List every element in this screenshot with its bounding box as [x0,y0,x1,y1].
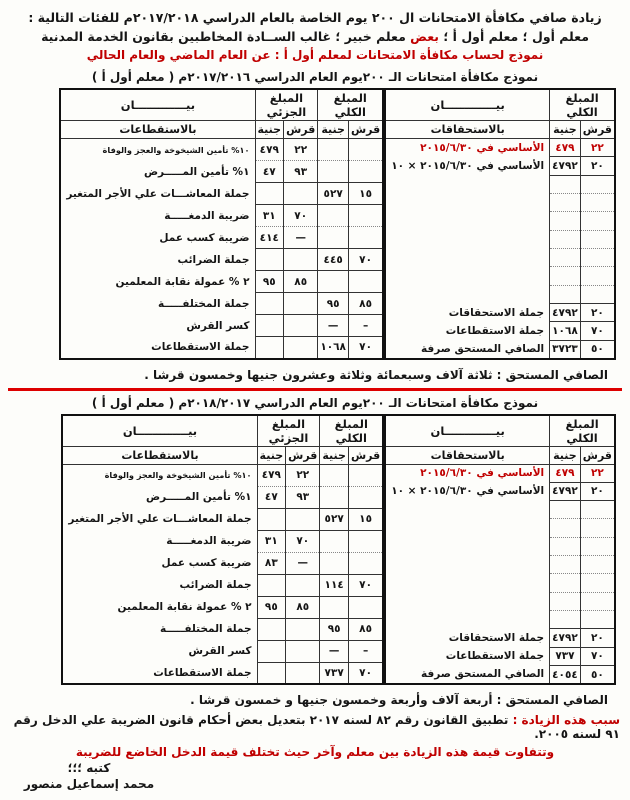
row-label: جملة الضرائب [60,249,255,271]
amount-cell [580,193,615,211]
amount-cell: ٤٧ [255,161,284,183]
amount-cell [257,574,286,596]
amount-cell: ٤٧ [257,486,286,508]
amount-cell [580,230,615,248]
row-label [385,611,549,629]
amount-cell [550,267,581,285]
amount-cell: — [320,640,349,662]
amount-cell [580,175,615,193]
pounds-header: جنية [255,121,284,139]
bonus-table-2016-2017 [62,88,616,360]
deductions-header: بالاستقطاعات [60,121,255,139]
amount-cell: ٧٠ [348,337,383,359]
piasters-header: قرش [580,446,615,464]
pounds-header: جنية [318,121,349,139]
row-label [385,592,549,610]
amount-cell [580,519,615,537]
amount-cell: ٤٧٩٢ [550,303,581,321]
amount-cell [318,227,349,249]
total-amount-header: المبلغ الكلي [550,415,615,447]
table-title-2016-2017: نموذج مكافأة امتحانات الـ ٢٠٠يوم العام الدراسي ٢٠١٧/٢٠١٦م ( معلم أول أ ) [91,70,539,84]
amount-cell: ٧٠ [286,530,320,552]
amount-cell [550,501,581,519]
amount-cell [286,618,320,640]
bayan-header: بيـــــــــــــان [385,415,549,447]
row-label: ١% تأمين المـــــرض [60,161,255,183]
amount-cell [348,486,383,508]
amount-cell: ٣١ [257,530,286,552]
amount-cell: ٩٣ [286,486,320,508]
amount-cell: ٤٧٩ [257,464,286,486]
amount-cell [255,337,284,359]
row-label [385,285,549,303]
partial-amount-header: المبلغ الجزئي [257,415,320,447]
amount-cell: ٣٧٢٣ [550,340,581,358]
amount-cell: ٧٠ [284,205,318,227]
total-amount-header: المبلغ الكلي [320,415,383,447]
amount-cell: ٤٠٥٤ [550,666,581,684]
amount-cell [580,212,615,230]
amount-cell: ٨٥ [286,596,320,618]
amount-cell [318,161,349,183]
deductions-table [59,88,384,360]
pounds-header: جنية [550,121,581,139]
page-title-text: زيادة صافي مكافأة الامتحانات ال ٢٠٠ يوم الخاصة بالعام الدراسي ٢٠١٧/٢٠١٨م للفئات التالية : [28,10,602,25]
amount-cell [580,537,615,555]
row-label [385,248,549,266]
amount-cell: ٤١٤ [255,227,284,249]
amount-cell [255,315,284,337]
row-label: كسر القرش [62,640,257,662]
row-label: ١٠% تأمين الشيخوخة والعجز والوفاة [62,464,257,486]
amount-cell [580,556,615,574]
deductions-table [61,414,384,686]
amount-cell [348,139,383,161]
amount-cell [550,519,581,537]
amount-cell: — [286,552,320,574]
signature-block [14,761,164,791]
amount-cell [580,592,615,610]
red-divider [8,388,622,391]
row-label [385,556,549,574]
amount-cell [255,183,284,205]
amount-cell [550,556,581,574]
amount-cell: ٨٥ [348,293,383,315]
net-due-words: أربعة آلاف وأربعة وخمسون جنيها و خمسون قرشا . [190,693,493,707]
amount-cell: ٥٢٧ [320,508,349,530]
amount-cell [580,611,615,629]
partial-amount-header: المبلغ الجزئي [255,89,318,121]
amount-cell: ٩٣ [284,161,318,183]
amount-cell: ١٠٦٨ [318,337,349,359]
net-due-line [0,368,608,382]
amount-cell: ٤٧٩ [255,139,284,161]
amount-cell [286,508,320,530]
entitlements-header: بالاستحقاقات [385,446,549,464]
amount-cell: ٨٣ [257,552,286,574]
amount-cell [284,249,318,271]
amount-cell [286,574,320,596]
amount-cell: ٩٥ [320,618,349,640]
exam-table-section-2016-2017 [0,70,630,382]
amount-cell: ٤٤٥ [318,249,349,271]
amount-cell: ٤٧٩٢ [550,629,581,647]
page-title [6,10,624,25]
row-label: جملة المختلفـــــة [60,293,255,315]
amount-cell [257,508,286,530]
row-label [385,537,549,555]
model-note: نموذج لحساب مكافأة الامتحانات لمعلم أول أ : عن العام الماضي والعام الحالي [86,48,544,62]
subtitle-red-word: بعض [410,29,439,44]
amount-cell: ٧٠ [348,574,383,596]
amount-cell: ١٥ [348,183,383,205]
amount-cell: ١٠٦٨ [550,322,581,340]
amount-cell [580,267,615,285]
piasters-header: قرش [286,446,320,464]
bonus-table-2017-2018 [62,414,616,686]
amount-cell [348,530,383,552]
amount-cell [550,193,581,211]
net-due-line [0,693,608,707]
amount-cell: ٨٥ [284,271,318,293]
amount-cell: ٢٢ [580,139,615,157]
amount-cell [284,315,318,337]
row-label: جملة المعاشـــات علي الأجر المتغير [60,183,255,205]
entitlements-header: بالاستحقاقات [385,121,549,139]
amount-cell: ٢٠ [580,303,615,321]
row-label: كسر القرش [60,315,255,337]
net-due-words: ثلاثة آلاف وسبعمائة وثلاثة وعشرون جنيها وخمسون قرشا . [144,367,493,382]
deductions-header: بالاستقطاعات [62,446,257,464]
amount-cell [580,501,615,519]
amount-cell [255,293,284,315]
amount-cell [255,249,284,271]
amount-cell: ٢٠ [580,629,615,647]
amount-cell: – [348,315,383,337]
piasters-header: قرش [348,121,383,139]
subtitle [6,29,624,44]
amount-cell [550,230,581,248]
amount-cell: ١٥ [348,508,383,530]
amount-cell: ٤٧٩ [550,139,581,157]
entitlements-table [384,414,616,686]
amount-cell: ٧٣٧ [320,662,349,684]
amount-cell: ٢٠ [580,482,615,500]
amount-cell [284,183,318,205]
row-label: ١٠% تأمين الشيخوخة والعجز والوفاة [60,139,255,161]
row-label: جملة الاستقطاعات [385,647,549,665]
row-label: جملة الاستقطاعات [385,322,549,340]
amount-cell: ٣١ [255,205,284,227]
amount-cell: ٥٢٧ [318,183,349,205]
amount-cell [320,486,349,508]
row-label: الأساسي في ٢٠١٥/٦/٣٠ [385,139,549,157]
amount-cell: ٩٥ [255,271,284,293]
amount-cell [550,611,581,629]
amount-cell [320,464,349,486]
entitlements-table [384,88,616,360]
row-label [385,175,549,193]
exam-table-section-2017-2018 [0,396,630,708]
amount-cell [320,530,349,552]
amount-cell: ٥٠ [580,340,615,358]
amount-cell: ٢٠ [580,157,615,175]
amount-cell [257,662,286,684]
amount-cell [550,537,581,555]
increase-reason-text: تطبيق القانون رقم ٨٢ لسنه ٢٠١٧ بتعديل بعض أحكام قانون الضريبة علي الدخل رقم ٩١ لسنه ٢٠٠٥. [13,713,620,741]
author-name: محمد إسماعيل منصور [23,777,155,791]
variance-note: وتتفاوت قيمة هذه الزيادة بين معلم وآخر حيث تختلف قيمة الدخل الخاضع للضريبة [75,745,555,759]
row-label: جملة الضرائب [62,574,257,596]
amount-cell: ٩٥ [257,596,286,618]
amount-cell [550,574,581,592]
row-label: الصافي المستحق صرفة [385,666,549,684]
piasters-header: قرش [284,121,318,139]
amount-cell [284,293,318,315]
amount-cell [550,212,581,230]
amount-cell: ٩٥ [318,293,349,315]
row-label [385,267,549,285]
row-label [385,230,549,248]
table-title-2017-2018: نموذج مكافأة امتحانات الـ ٢٠٠يوم العام الدراسي ٢٠١٨/٢٠١٧م ( معلم أول أ ) [91,395,539,410]
row-label: ضريبة كسب عمل [62,552,257,574]
amount-cell [318,205,349,227]
subtitle-part1: معلم أول ؛ معلم أول أ ؛ [438,29,589,44]
row-label: ٢ % عمولة نقابة المعلمين [60,271,255,293]
row-label: جملة الاستحقاقات [385,629,549,647]
net-due-label: الصافي المستحق : [492,693,608,707]
amount-cell: ٤٧٩٢ [550,482,581,500]
row-label [385,193,549,211]
amount-cell [348,552,383,574]
pounds-header: جنية [550,446,581,464]
amount-cell: ٤٧٩٢ [550,157,581,175]
written-by: كتبه ؛؛؛ [67,761,111,775]
row-label: الصافي المستحق صرفة [385,340,549,358]
amount-cell [320,552,349,574]
amount-cell: ٢٢ [580,464,615,482]
amount-cell [318,271,349,293]
amount-cell: ٧٣٧ [550,647,581,665]
row-label [385,574,549,592]
amount-cell [550,592,581,610]
row-label: ضريبة كسب عمل [60,227,255,249]
row-label: ضريبة الدمغـــــة [60,205,255,227]
bayan-header: بيـــــــــــــان [62,415,257,447]
amount-cell [348,161,383,183]
row-label: الأساسي في ٢٠١٥/٦/٣٠ × ١٠ [385,157,549,175]
row-label: الأساسي في ٢٠١٥/٦/٣٠ × ١٠ [385,482,549,500]
amount-cell [550,175,581,193]
amount-cell: ٨٥ [348,618,383,640]
row-label: جملة الاستقطاعات [60,337,255,359]
amount-cell: ٧٠ [580,322,615,340]
amount-cell [348,227,383,249]
amount-cell [320,596,349,618]
amount-cell [348,271,383,293]
amount-cell [348,596,383,618]
amount-cell [286,640,320,662]
amount-cell [318,139,349,161]
amount-cell [257,618,286,640]
row-label: جملة الاستحقاقات [385,303,549,321]
row-label: ٢ % عمولة نقابة المعلمين [62,596,257,618]
bayan-header: بيـــــــــــــان [385,89,549,121]
amount-cell [580,285,615,303]
row-label: جملة المعاشـــات علي الأجر المتغير [62,508,257,530]
row-label: جملة المختلفـــــة [62,618,257,640]
amount-cell: ٧٠ [348,662,383,684]
amount-cell: ٢٢ [286,464,320,486]
amount-cell [550,248,581,266]
amount-cell [348,464,383,486]
pounds-header: جنية [257,446,286,464]
amount-cell [348,205,383,227]
row-label: الأساسي في ٢٠١٥/٦/٣٠ [385,464,549,482]
subtitle-part2: معلم خبير ؛ غالب الســادة المخاطبين بقانون الخدمة المدنية [41,29,411,44]
amount-cell: ٤٧٩ [550,464,581,482]
increase-reason-line [0,713,620,741]
row-label [385,519,549,537]
net-due-label: الصافي المستحق : [492,367,608,382]
piasters-header: قرش [580,121,615,139]
amount-cell: ٧٠ [580,647,615,665]
amount-cell: — [284,227,318,249]
amount-cell: ٢٢ [284,139,318,161]
bayan-header: بيـــــــــــــان [60,89,255,121]
amount-cell [284,337,318,359]
amount-cell [550,285,581,303]
total-amount-header: المبلغ الكلي [318,89,383,121]
amount-cell: ٥٠ [580,666,615,684]
amount-cell: – [348,640,383,662]
row-label [385,501,549,519]
row-label: ١% تأمين المـــــرض [62,486,257,508]
amount-cell [580,574,615,592]
row-label: ضريبة الدمغـــــة [62,530,257,552]
amount-cell [286,662,320,684]
row-label [385,212,549,230]
amount-cell [257,640,286,662]
total-amount-header: المبلغ الكلي [550,89,615,121]
increase-reason-label: سبب هذه الزيادة : [508,713,620,727]
amount-cell: — [318,315,349,337]
amount-cell: ٧٠ [348,249,383,271]
pounds-header: جنية [320,446,349,464]
amount-cell: ١١٤ [320,574,349,596]
row-label: جملة الاستقطاعات [62,662,257,684]
amount-cell [580,248,615,266]
piasters-header: قرش [348,446,383,464]
